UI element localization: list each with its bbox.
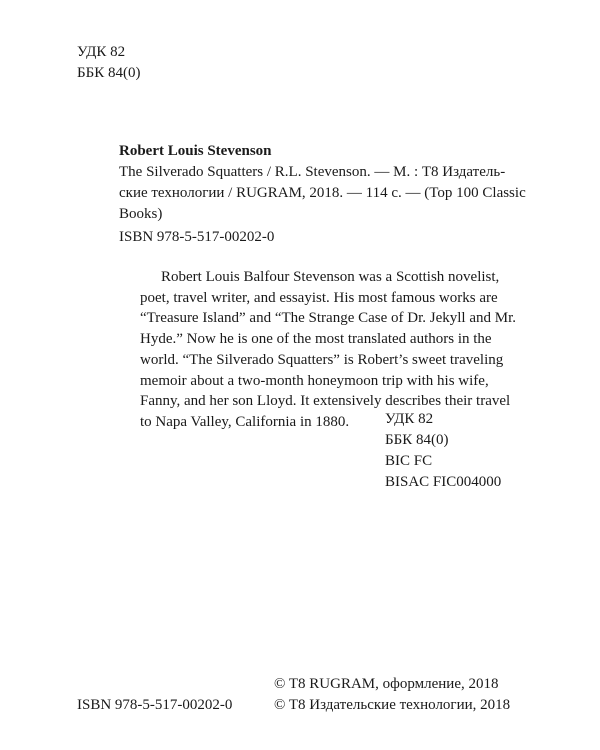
author-name: Robert Louis Stevenson [119, 143, 272, 159]
udk-code: УДК 82 [385, 411, 434, 427]
isbn: ISBN 978-5-517-00202-0 [119, 229, 275, 245]
annotation-line: to Napa Valley, California in 1880. [140, 413, 350, 430]
annotation-line: Fanny, and her son Lloyd. It extensively describes their travel [140, 393, 511, 410]
annotation-line: Hyde.” Now he is one of the most translated authors in the [140, 331, 492, 348]
annotation-line: Robert Louis Balfour Stevenson was a Scottish novelist, [161, 269, 500, 285]
bib-line: ские технологии / RUGRAM, 2018. — 114 с. — (Top 100 Classic [119, 185, 526, 201]
footer-isbn: ISBN 978-5-517-00202-0 [77, 697, 233, 713]
top-classification [77, 42, 140, 84]
bib-line: Books) [119, 206, 163, 222]
bibliographic-record [119, 141, 525, 225]
udk-code: УДК 82 [77, 44, 126, 60]
right-classification [385, 409, 501, 493]
bisac-code: BISAC FIC004000 [385, 474, 502, 490]
annotation-line: memoir about a two-month honeymoon trip with his wife, [140, 372, 489, 389]
copyright-line: © T8 RUGRAM, оформление, 2018 [274, 676, 499, 692]
bbk-code: ББК 84(0) [385, 432, 449, 448]
bbk-code: ББК 84(0) [77, 65, 141, 81]
copyright-line: © T8 Издательские технологии, 2018 [274, 697, 511, 713]
annotation-line: poet, travel writer, and essayist. His most famous works are [140, 289, 498, 306]
copyright-notices [274, 674, 510, 716]
bib-line: The Silverado Squatters / R.L. Stevenson. — М. : T8 Издатель- [119, 164, 506, 180]
annotation-line: “Treasure Island” and “The Strange Case of Dr. Jekyll and Mr. [140, 310, 517, 327]
annotation-line: world. “The Silverado Squatters” is Robert’s sweet traveling [140, 351, 504, 368]
bic-code: BIC FC [385, 453, 433, 469]
annotation [119, 267, 525, 433]
